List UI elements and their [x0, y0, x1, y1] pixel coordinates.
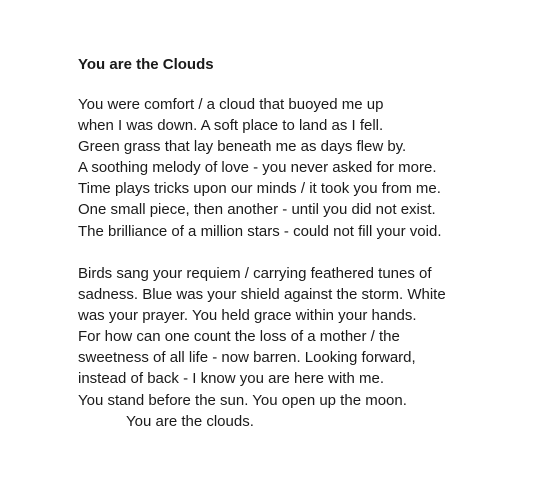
poem-line: sadness. Blue was your shield against the storm. White [78, 286, 446, 304]
poem-line: Green grass that lay beneath me as days flew by. [78, 138, 407, 156]
poem-stanza-2 [78, 263, 446, 432]
poem-line: Time plays tricks upon our minds / it took you from me. [78, 180, 441, 198]
poem-line: A soothing melody of love - you never asked for more. [78, 159, 437, 177]
poem-line: sweetness of all life - now barren. Looking forward, [78, 349, 416, 367]
poem-line: For how can one count the loss of a mother / the [78, 328, 400, 346]
poem-line: when I was down. A soft place to land as I fell. [78, 117, 384, 135]
poem-line: was your prayer. You held grace within your hands. [78, 307, 417, 325]
poem-line: One small piece, then another - until you did not exist. [78, 201, 436, 219]
poem-line: instead of back - I know you are here with me. [78, 370, 384, 388]
poem-title: You are the Clouds [78, 56, 214, 73]
poem-stanza-1 [78, 94, 442, 242]
poem-line: You were comfort / a cloud that buoyed me up [78, 96, 384, 113]
poem-line: Birds sang your requiem / carrying feathered tunes of [78, 265, 432, 282]
poem-line: The brilliance of a million stars - could not fill your void. [78, 222, 442, 240]
poem-closing-line: You are the clouds. [126, 412, 254, 430]
poem-line: You stand before the sun. You open up the moon. [78, 391, 407, 409]
